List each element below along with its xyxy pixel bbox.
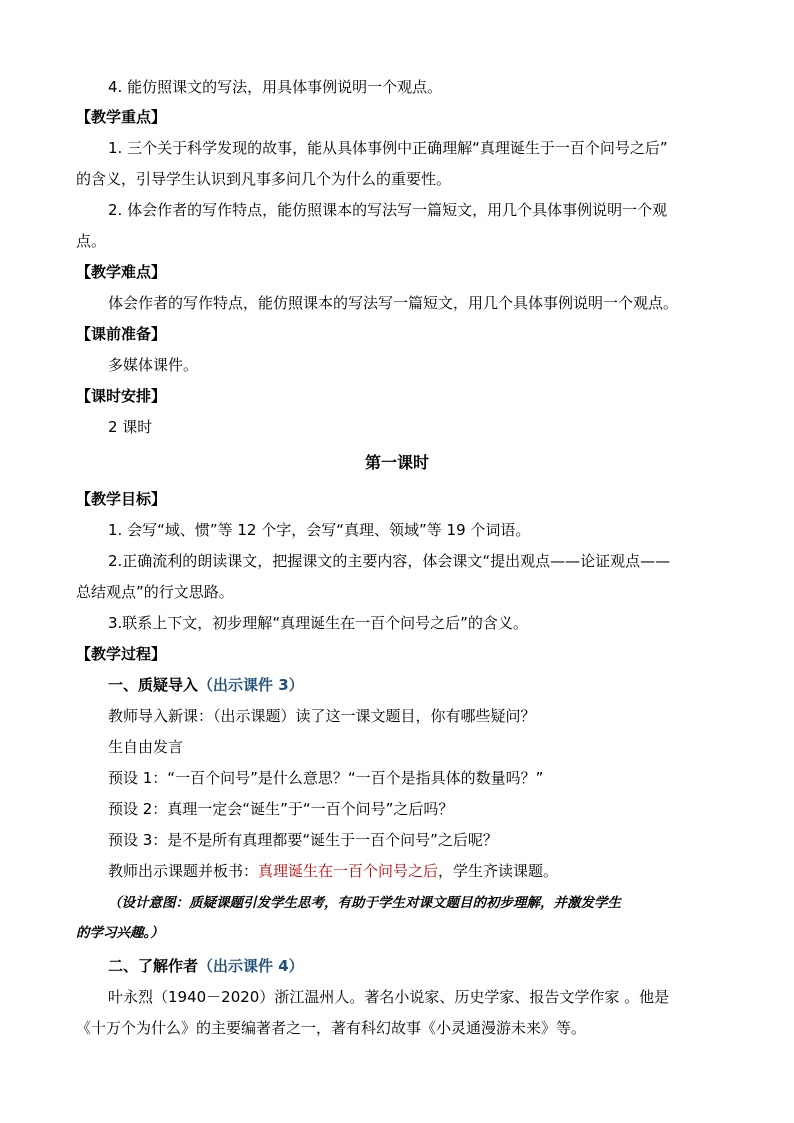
- objective-2-line-2: 总结观点”的行文思路。: [76, 583, 234, 601]
- goal-4: 4. 能仿照课文的写法，用具体事例说明一个观点。: [108, 78, 443, 96]
- board-writing-lead: 教师出示课题并板书：: [108, 862, 259, 880]
- step-2-heading: [108, 955, 758, 977]
- design-intent-text: 质疑课题引发学生思考，有助于学生对课文题目的初步理解，并激发学生: [189, 895, 621, 911]
- key-point-1-line-2: 的含义，引导学生认识到凡事多问几个为什么的重要性。: [76, 170, 452, 188]
- step-2-courseware-tag: （出示课件 4）: [198, 957, 304, 975]
- step-1-preset-2: 预设 2：真理一定会“诞生”于“一百个问号”之后吗？: [108, 800, 454, 818]
- heading-key-points: 【教学重点】: [76, 108, 167, 126]
- step-1-preset-3: 预设 3：是不是所有真理都要“诞生于一百个问号”之后呢？: [108, 831, 498, 849]
- heading-objectives: 【教学目标】: [76, 490, 167, 508]
- heading-difficulty: 【教学难点】: [76, 263, 167, 281]
- objective-3: 3.联系上下文，初步理解“真理诞生在一百个问号之后”的含义。: [108, 614, 528, 632]
- difficulty-text: 体会作者的写作特点，能仿照课本的写法写一篇短文，用几个具体事例说明一个观点。: [108, 294, 679, 312]
- design-intent-line-1: [108, 892, 758, 914]
- preparation-text: 多媒体课件。: [108, 356, 199, 374]
- step-1-paragraph-2: 生自由发言: [108, 738, 184, 756]
- key-point-2-line-1: 2. 体会作者的写作特点，能仿照课本的写法写一篇短文，用几个具体事例说明一个观: [108, 201, 668, 219]
- heading-process: 【教学过程】: [76, 645, 167, 663]
- design-intent-line-2: 的学习兴趣。）: [76, 925, 164, 941]
- step-1-board-writing: [108, 860, 758, 882]
- step-1-title: 一、质疑导入: [108, 676, 199, 694]
- design-intent-label: 设计意图：: [121, 895, 189, 911]
- step-1-preset-1: 预设 1：“一百个问号”是什么意思？“一百个是指具体的数量吗？”: [108, 769, 544, 787]
- board-writing-tail: ，学生齐读课题。: [438, 862, 559, 880]
- step-1-courseware-tag: （出示课件 3）: [198, 676, 304, 694]
- design-intent-open: （: [108, 895, 122, 911]
- author-intro-line-2: 《十万个为什么》的主要编著者之一，著有科幻故事《小灵通漫游未来》等。: [76, 1019, 587, 1037]
- heading-preparation: 【课前准备】: [76, 325, 167, 343]
- lesson-title: 第一课时: [364, 453, 429, 472]
- board-writing-title: 真理诞生在一百个问号之后: [258, 862, 439, 880]
- objective-1: 1. 会写“域、惯”等 12 个字，会写“真理、领域”等 19 个词语。: [108, 521, 531, 539]
- step-1-paragraph-1: 教师导入新课：（出示课题）读了这一课文题目，你有哪些疑问？: [108, 707, 536, 725]
- step-1-heading: [108, 674, 758, 696]
- heading-schedule: 【课时安排】: [76, 387, 167, 405]
- step-2-title: 二、了解作者: [108, 957, 199, 975]
- key-point-1-line-1: 1. 三个关于科学发现的故事，能从具体事例中正确理解“真理诞生于一百个问号之后”: [108, 139, 668, 157]
- schedule-text: 2 课时: [108, 418, 153, 436]
- objective-2-line-1: 2.正确流利的朗读课文，把握课文的主要内容，体会课文“提出观点——论证观点——: [108, 552, 671, 570]
- author-intro-line-1: 叶永烈（1940－2020）浙江温州人。著名小说家、历史学家、报告文学作家 。他是: [108, 988, 670, 1006]
- key-point-2-line-2: 点。: [76, 232, 107, 250]
